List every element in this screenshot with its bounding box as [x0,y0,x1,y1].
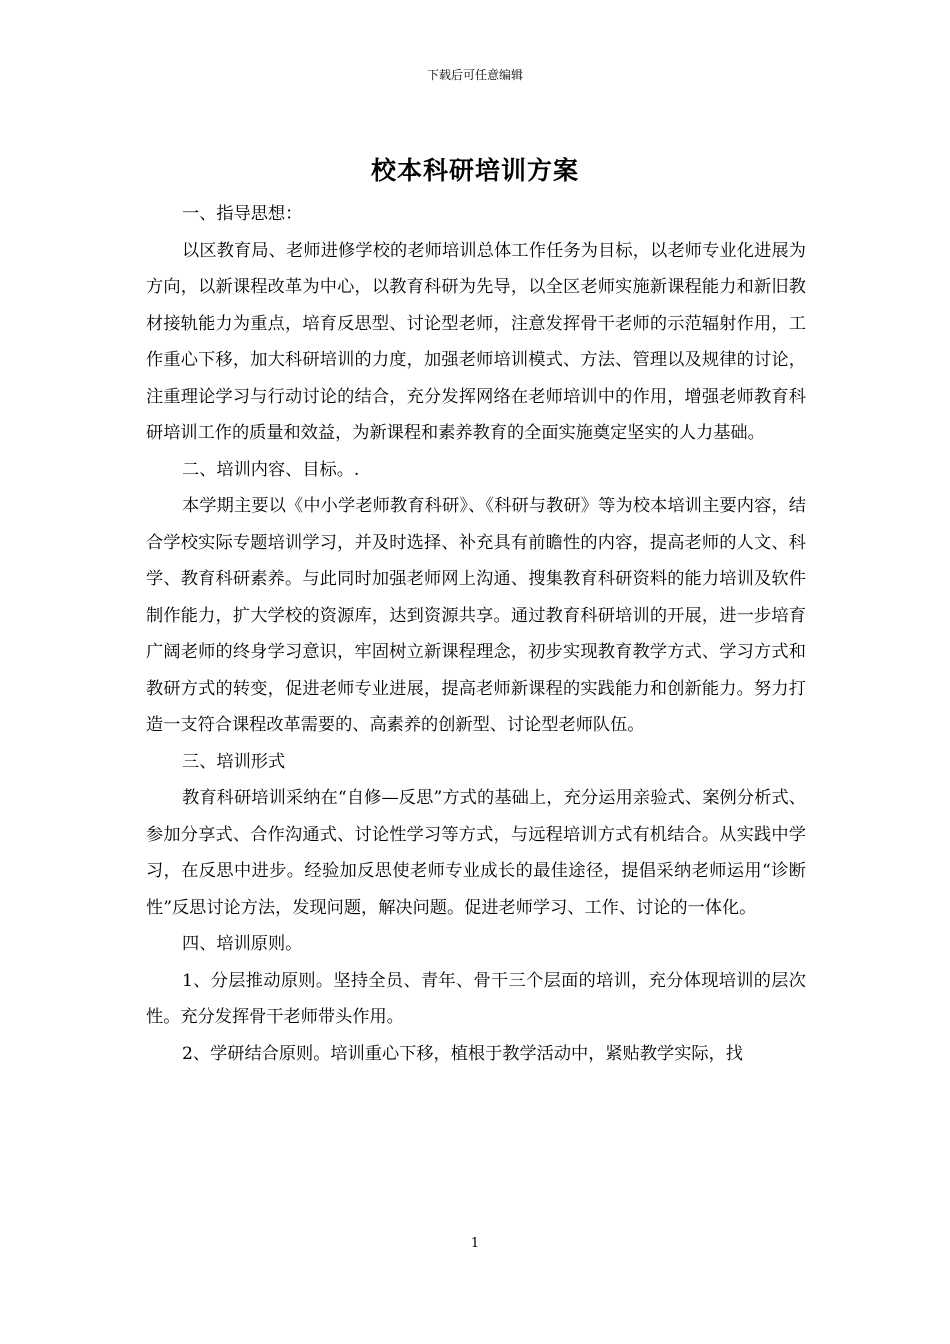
section-heading: 二、培训内容、目标。. [182,459,360,480]
paragraph: 1、分层推动原则。坚持全员、青年、骨干三个层面的培训，充分体现培训的层次性。充分发挥骨干老师带头作用。 [146,970,806,1027]
page-number: 1 [470,1236,480,1251]
paragraph: 以区教育局、老师进修学校的老师培训总体工作任务为目标，以老师专业化进展为方向，以新课程改革为中心，以教育科研为先导，以全区老师实施新课程能力和新旧教材接轨能力为重点，培育反思型、讨论型老师，注意发挥骨干老师的示范辐射作用，工作重心下移，加大科研培训的力度，加强老师培训模式、方法、管理以及规律的讨论，注重理论学习与行动讨论的结合，充分发挥网络在老师培训中的作用，增强老师教育科研培训工作的质量和效益，为新课程和素养教育的全面实施奠定坚实的人力基础。 [146,240,806,443]
document-body [146,196,806,1072]
paragraph: 本学期主要以《中小学老师教育科研》、《科研与教研》等为校本培训主要内容，结合学校实际专题培训学习，并及时选择、补充具有前瞻性的内容，提高老师的人文、科学、教育科研素养。与此同时加强老师网上沟通、搜集教育科研资料的能力培训及软件制作能力，扩大学校的资源库，达到资源共享。通过教育科研培训的开展，进一步培育广阔老师的终身学习意识，牢固树立新课程理念，初步实现教育教学方式、学习方式和教研方式的转变，促进老师专业进展，提高老师新课程的实践能力和创新能力。努力打造一支符合课程改革需要的、高素养的创新型、讨论型老师队伍。 [146,496,806,735]
section-heading: 一、指导思想： [182,204,303,224]
paragraph: 教育科研培训采纳在“自修—反思”方式的基础上，充分运用亲验式、案例分析式、参加分享式、合作沟通式、讨论性学习等方式，与远程培训方式有机结合。从实践中学习，在反思中进步。经验加反思使老师专业成长的最佳途径，提倡采纳老师运用“诊断性”反思讨论方法，发现问题，解决问题。促进老师学习、工作、讨论的一体化。 [146,788,806,918]
document-title: 校本科研培训方案 [370,156,579,185]
paragraph: 2、学研结合原则。培训重心下移，植根于教学活动中，紧贴教学实际，找 [182,1043,743,1064]
section-heading: 四、培训原则。 [182,934,303,954]
section-heading: 三、培训形式 [182,751,286,772]
page-header: 下载后可任意编辑 [426,68,523,82]
